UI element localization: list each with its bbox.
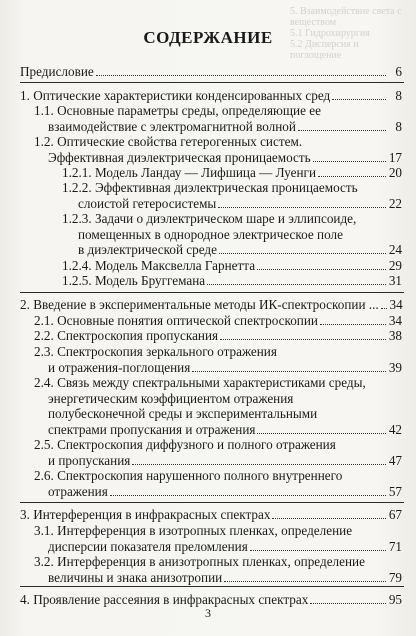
toc-page-number: 31	[388, 273, 402, 288]
toc-entry-text: дисперсии показателя преломления	[48, 538, 248, 554]
toc-page-number: 24	[388, 242, 402, 257]
toc-entry[interactable]	[62, 273, 402, 289]
toc-entry[interactable]	[34, 554, 402, 585]
toc-entry-text: 1.2.3. Задачи о диэлектрическом шаре и эллипсоиде,	[62, 211, 357, 226]
toc-entry[interactable]	[62, 211, 402, 258]
bleed-line: 5.2 Дисперсия и поглощение	[290, 39, 359, 61]
section-separator	[20, 292, 404, 293]
toc-entry[interactable]	[34, 375, 402, 437]
dot-leader	[250, 540, 386, 551]
toc-page-number: 38	[388, 328, 402, 343]
section-separator	[20, 82, 404, 83]
toc-page-number: 8	[395, 118, 402, 134]
toc-page-number: 20	[388, 165, 402, 180]
toc-entry-text: 2. Введение в экспериментальные методы ИК-спектроскопии ...	[20, 297, 379, 312]
toc-entry[interactable]	[34, 103, 402, 134]
toc-entry[interactable]	[34, 344, 402, 375]
toc-entry[interactable]	[20, 88, 402, 104]
toc-entry-text: 2.3. Спектроскопия зеркального отражения	[34, 344, 277, 359]
toc-entry-text: 1.2.5. Модель Бруггемана	[62, 273, 206, 288]
toc-entry-text: полубесконечной среды и экспериментальными	[48, 406, 318, 421]
toc-entry-text: 2.5. Спектроскопия диффузного и полного отражения	[34, 437, 336, 452]
toc-page-number: 22	[388, 195, 402, 211]
toc-entry-text: Предисловие	[20, 64, 94, 79]
toc-entry[interactable]	[20, 507, 402, 523]
dot-leader	[219, 243, 386, 254]
toc-entry-text: и пропускания	[48, 452, 131, 468]
toc-entry[interactable]	[62, 180, 402, 211]
section-separator	[20, 502, 404, 503]
toc-entry-text: 2.1. Основные понятия оптической спектроскопии	[34, 313, 318, 328]
dot-leader	[310, 593, 386, 604]
toc-entry-text: 3.1. Интерференция в изотропных пленках, определение	[34, 523, 353, 538]
toc-entry-text: взаимодействие с электромагнитной волной	[48, 118, 296, 134]
toc-entry[interactable]	[34, 313, 402, 329]
toc-entry-text: помещенных в однородное электрическое поле	[78, 226, 343, 242]
toc-entry[interactable]	[62, 165, 402, 181]
toc-entry-text: 1.2.1. Модель Ландау — Лифшица — Луенги	[62, 165, 317, 180]
bleed-line: 5.1 Гидрохирургия	[290, 28, 370, 39]
dot-leader	[313, 151, 386, 162]
toc-entry-text: 3.2. Интерференция в анизотропных пленках, определение	[34, 554, 365, 569]
toc-entry-text: отражения	[48, 483, 108, 499]
toc-entry[interactable]	[34, 134, 402, 165]
toc-entry[interactable]	[20, 64, 402, 80]
toc-entry-text: 4. Проявление рассеяния в инфракрасных спектрах	[20, 592, 309, 607]
dot-leader	[298, 120, 386, 131]
toc-page-number: 57	[388, 483, 402, 499]
toc-entry-text: 3. Интерференция в инфракрасных спектрах	[20, 507, 271, 522]
toc-entry[interactable]	[34, 437, 402, 468]
page-title: СОДЕРЖАНИЕ	[143, 28, 273, 47]
toc-page-number: 34	[389, 297, 403, 312]
toc-entry-text: слоистой гетеросистемы	[78, 195, 217, 211]
dot-leader	[257, 423, 386, 434]
dot-leader	[132, 454, 386, 465]
toc-entry-text: 2.4. Связь между спектральными характеристиками среды,	[34, 375, 366, 390]
page-number: 3	[205, 606, 211, 620]
toc-page-number: 29	[388, 258, 402, 273]
toc-entry-text: и отражения-поглощения	[48, 359, 191, 375]
toc-entry-text: энергетическим коэффициентом отражения	[48, 390, 294, 406]
toc-entry-text: 1.2.4. Модель Максвелла Гарнетта	[62, 258, 256, 273]
toc-page-number: 8	[395, 88, 402, 103]
toc-entry-text: 2.6. Спектроскопия нарушенного полного внутреннего	[34, 468, 343, 483]
dot-leader	[224, 571, 386, 582]
toc-page-number: 47	[388, 452, 402, 468]
dot-leader	[192, 361, 386, 372]
dot-leader	[272, 508, 386, 519]
dot-leader	[320, 314, 386, 325]
toc-page-number: 95	[388, 592, 402, 607]
toc-entry-text: 1.2. Оптические свойства гетерогенных систем.	[34, 134, 303, 149]
toc-entry[interactable]	[34, 523, 402, 554]
dot-leader	[218, 197, 386, 208]
toc-entry[interactable]	[34, 468, 402, 499]
toc-page-number: 67	[388, 507, 402, 522]
toc-entry-text: в диэлектрической среде	[78, 242, 217, 257]
toc-page-number: 6	[395, 64, 402, 79]
section-separator	[20, 586, 404, 587]
dot-leader	[110, 485, 386, 496]
toc-page-number: 34	[388, 313, 402, 328]
toc-page-number: 42	[388, 421, 402, 437]
toc-entry-text: 1.2.2. Эффективная диэлектрическая проницаемость	[62, 180, 358, 195]
toc-entry-text: 1. Оптические характеристики конденсированных сред	[20, 88, 331, 103]
dot-leader	[207, 274, 386, 285]
dot-leader	[381, 298, 387, 309]
toc-entry[interactable]	[62, 258, 402, 274]
toc-page-number: 17	[388, 149, 402, 165]
bleed-line: 5. Взаимодействие света с веществом	[290, 6, 402, 28]
dot-leader	[96, 65, 386, 76]
toc-entry[interactable]	[20, 297, 402, 313]
toc-entry-text: спектрами пропускания и отражения	[48, 421, 256, 437]
toc-page-number: 39	[388, 359, 402, 375]
toc-page-number: 79	[388, 569, 402, 585]
dot-leader	[332, 89, 386, 100]
dot-leader	[220, 329, 386, 340]
toc-entry-text: Эффективная диэлектрическая проницаемость	[48, 149, 311, 165]
toc-page-number: 71	[388, 538, 402, 554]
toc-entry-text: величины и знака анизотропии	[48, 569, 223, 585]
dot-leader	[257, 259, 386, 270]
dot-leader	[318, 166, 386, 177]
toc-entry-text: 1.1. Основные параметры среды, определяющие ее	[34, 103, 321, 118]
toc-entry-text: 2.2. Спектроскопия пропускания	[34, 328, 219, 343]
toc-entry[interactable]	[34, 328, 402, 344]
